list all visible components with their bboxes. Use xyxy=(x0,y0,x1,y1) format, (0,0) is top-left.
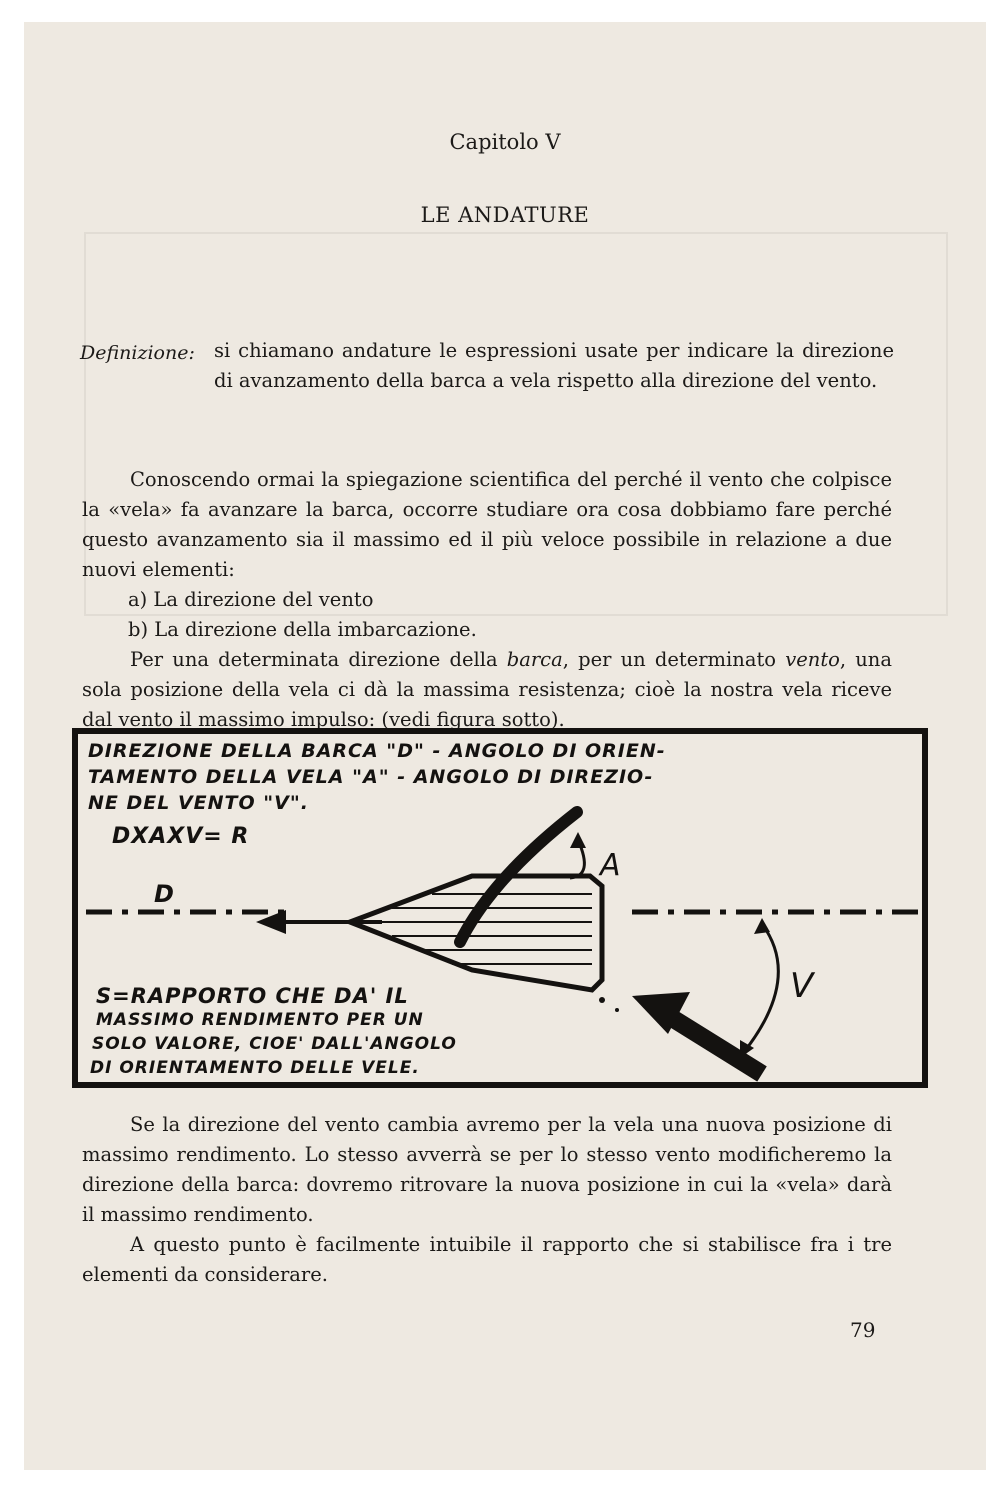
paragraph-2-vento: vento xyxy=(785,648,840,671)
ratio-line-2: MASSIMO RENDIMENTO PER UN xyxy=(96,1010,424,1030)
ratio-line-1: S=RAPPORTO CHE DA' IL xyxy=(96,984,409,1008)
definition-label: Definizione: xyxy=(80,342,195,364)
paragraph-2-barca: barca xyxy=(506,648,563,671)
body-lower xyxy=(82,1110,892,1290)
wind-dot-1 xyxy=(599,997,605,1003)
wind-dot-2 xyxy=(615,1008,619,1012)
paragraph-2-end: , una sola posizione della vela ci dà la massima resistenza; cioè la nostra vela riceve dal vento il massimo impulso: (vedi figura sotto). xyxy=(82,648,892,731)
list-item-b: b) La direzione della imbarcazione. xyxy=(128,618,477,641)
chapter-title: LE ANDATURE xyxy=(420,203,590,227)
diagram-caption-line-1: DIREZIONE DELLA BARCA "D" - ANGOLO DI ORIEN- xyxy=(88,740,666,762)
angle-v-arc xyxy=(744,924,778,1052)
sail-diagram xyxy=(72,728,928,1088)
diagram-caption-line-3: NE DEL VENTO "V". xyxy=(88,792,309,814)
paragraph-3: Se la direzione del vento cambia avremo per la vela una nuova posizione di massimo rendimento. Lo stesso avverrà se per lo stesso vento modificheremo la direzione della barca: dovremo ritrovare la nuova posizione in cui la «vela» darà il massimo rendimento. xyxy=(82,1113,892,1226)
paragraph-2-mid: , per un determinato xyxy=(562,648,786,671)
ratio-line-3: SOLO VALORE, CIOE' DALL'ANGOLO xyxy=(92,1034,457,1054)
label-direction-d: D xyxy=(154,880,175,908)
book-page xyxy=(24,22,986,1470)
paragraph-4: A questo punto è facilmente intuibile il rapporto che si stabilisce fra i tre elementi da considerare. xyxy=(82,1233,892,1286)
label-angle-v: V xyxy=(790,966,815,1006)
body-upper xyxy=(82,465,892,735)
paragraph-2 xyxy=(82,645,892,735)
diagram-formula: DXAXV= R xyxy=(112,824,250,849)
diagram-caption-line-2: TAMENTO DELLA VELA "A" - ANGOLO DI DIREZIO- xyxy=(88,766,654,788)
list-item-a: a) La direzione del vento xyxy=(128,588,374,611)
label-angle-a: A xyxy=(600,848,622,883)
definition-text: si chiamano andature le espressioni usate per indicare la direzione di avanzamento della barca a vela rispetto alla direzione del vento. xyxy=(214,339,894,392)
page-number: 79 xyxy=(850,1318,876,1342)
angle-v-arrowhead-top xyxy=(754,918,770,934)
paragraph-2-start: Per una determinata direzione della xyxy=(130,648,507,671)
ratio-line-4: DI ORIENTAMENTO DELLE VELE. xyxy=(90,1058,420,1078)
paragraph-1: Conoscendo ormai la spiegazione scientifica del perché il vento che colpisce la «vela» fa avanzare la barca, occorre studiare ora cosa dobbiamo fare perché questo avanzamento sia il massimo ed il più veloce possibile in relazione a due nuovi elementi: xyxy=(82,468,892,581)
angle-a-arrowhead xyxy=(570,832,586,848)
chapter-heading: Capitolo V xyxy=(449,130,561,154)
